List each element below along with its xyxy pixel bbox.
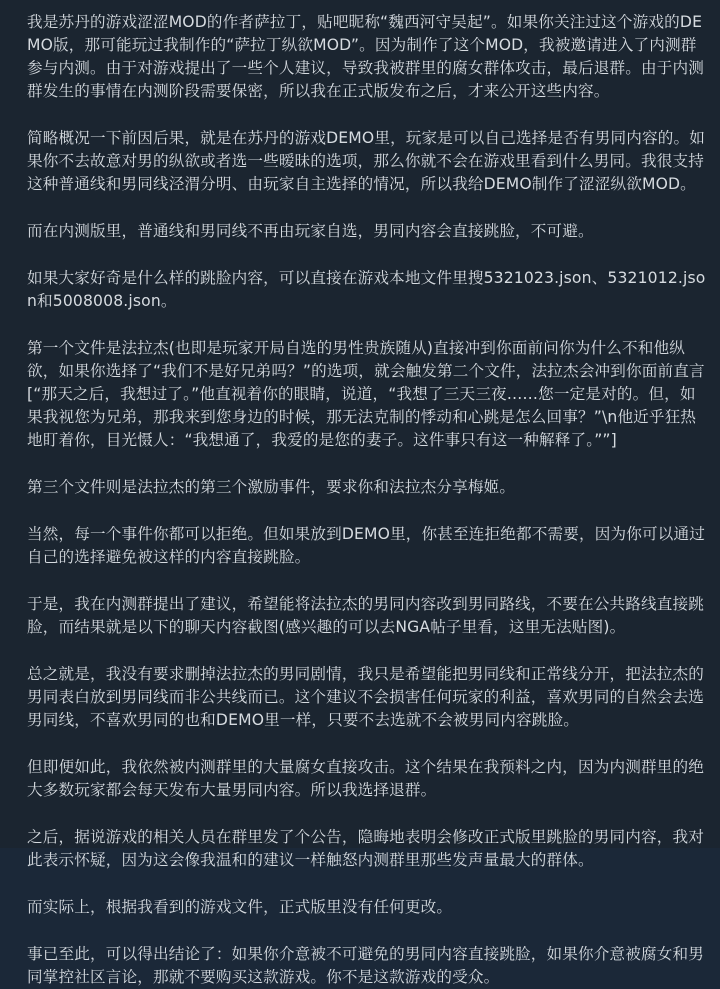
review-paragraph-12: 而实际上，根据我看到的游戏文件，正式版里没有任何更改。 [27, 898, 453, 916]
review-paragraph-5: 第一个文件是法拉杰(也即是玩家开局自选的男性贵族随从)直接冲到你面前问你为什么不和他纵欲，如果你选择了“我们不是好兄弟吗？”的选项，就会触发第二个文件，法拉杰会冲到你面前直言[“那天之后，我想过了。”他直视着你的眼睛，说道，“我想了三天三夜……您一定是对的。但，如果我视您为兄弟，那我来到您身边的时候，那无法克制的悸动和心跳是怎么回事？”\n他近乎狂热地盯着你，目光慑人：“我想通了，我爱的是您的妻子。这件事只有这一种解释了。””] [27, 339, 705, 449]
review-paragraph-6: 第三个文件则是法拉杰的第三个激励事件，要求你和法拉杰分享梅姬。 [27, 478, 516, 496]
review-paragraph-10: 但即便如此，我依然被内测群里的大量腐女直接攻击。这个结果在我预料之内，因为内测群里的绝大多数玩家都会每天发布大量男同内容。所以我选择退群。 [27, 758, 704, 799]
review-paragraph-8: 于是，我在内测群提出了建议，希望能将法拉杰的男同内容改到男同路线，不要在公共路线直接跳脸，而结果就是以下的聊天内容截图(感兴趣的可以去NGA帖子里看，这里无法贴图)。 [27, 595, 704, 636]
review-paragraph-11: 之后，据说游戏的相关人员在群里发了个公告，隐晦地表明会修改正式版里跳脸的男同内容，我对此表示怀疑，因为这会像我温和的建议一样触怒内测群里那些发声量最大的群体。 [27, 828, 704, 869]
review-paragraph-2: 简略概况一下前因后果，就是在苏丹的游戏DEMO里，玩家是可以自己选择是否有男同内容的。如果你不去故意对男的纵欲或者选一些暧昧的选项，那么你就不会在游戏里看到什么男同。我很支持这种普通线和男同线泾渭分明、由玩家自主选择的情况，所以我给DEMO制作了涩涩纵欲MOD。 [27, 129, 705, 193]
review-paragraph-4: 如果大家好奇是什么样的跳脸内容，可以直接在游戏本地文件里搜5321023.json、5321012.json和5008008.json。 [27, 269, 706, 310]
review-paragraph-7: 当然，每一个事件你都可以拒绝。但如果放到DEMO里，你甚至连拒绝都不需要，因为你可以通过自己的选择避免被这样的内容直接跳脸。 [27, 525, 705, 566]
review-paragraph-13: 事已至此，可以得出结论了：如果你介意被不可避免的男同内容直接跳脸，如果你介意被腐女和男同掌控社区言论，那就不要购买这款游戏。你不是这款游戏的受众。 [27, 945, 704, 986]
review-paragraph-3: 而在内测版里，普通线和男同线不再由玩家自选，男同内容会直接跳脸，不可避。 [27, 222, 594, 240]
review-paragraph-1: 我是苏丹的游戏涩涩MOD的作者萨拉丁，贴吧昵称“魏西河守吴起”。如果你关注过这个游戏的DEMO版，那可能玩过我制作的“萨拉丁纵欲MOD”。因为制作了这个MOD，我被邀请进入了内测群参与内测。由于对游戏提出了一些个人建议，导致我被群里的腐女群体攻击，最后退群。由于内测群发生的事情在内测阶段需要保密，所以我在正式版发布之后，才来公开这些内容。 [27, 13, 704, 100]
review-paragraph-9: 总之就是，我没有要求删掉法拉杰的男同剧情，我只是希望能把男同线和正常线分开，把法拉杰的男同表白放到男同线而非公共线而已。这个建议不会损害任何玩家的利益，喜欢男同的自然会去选男同线，不喜欢男同的也和DEMO里一样，只要不去选就不会被男同内容跳脸。 [27, 665, 704, 729]
